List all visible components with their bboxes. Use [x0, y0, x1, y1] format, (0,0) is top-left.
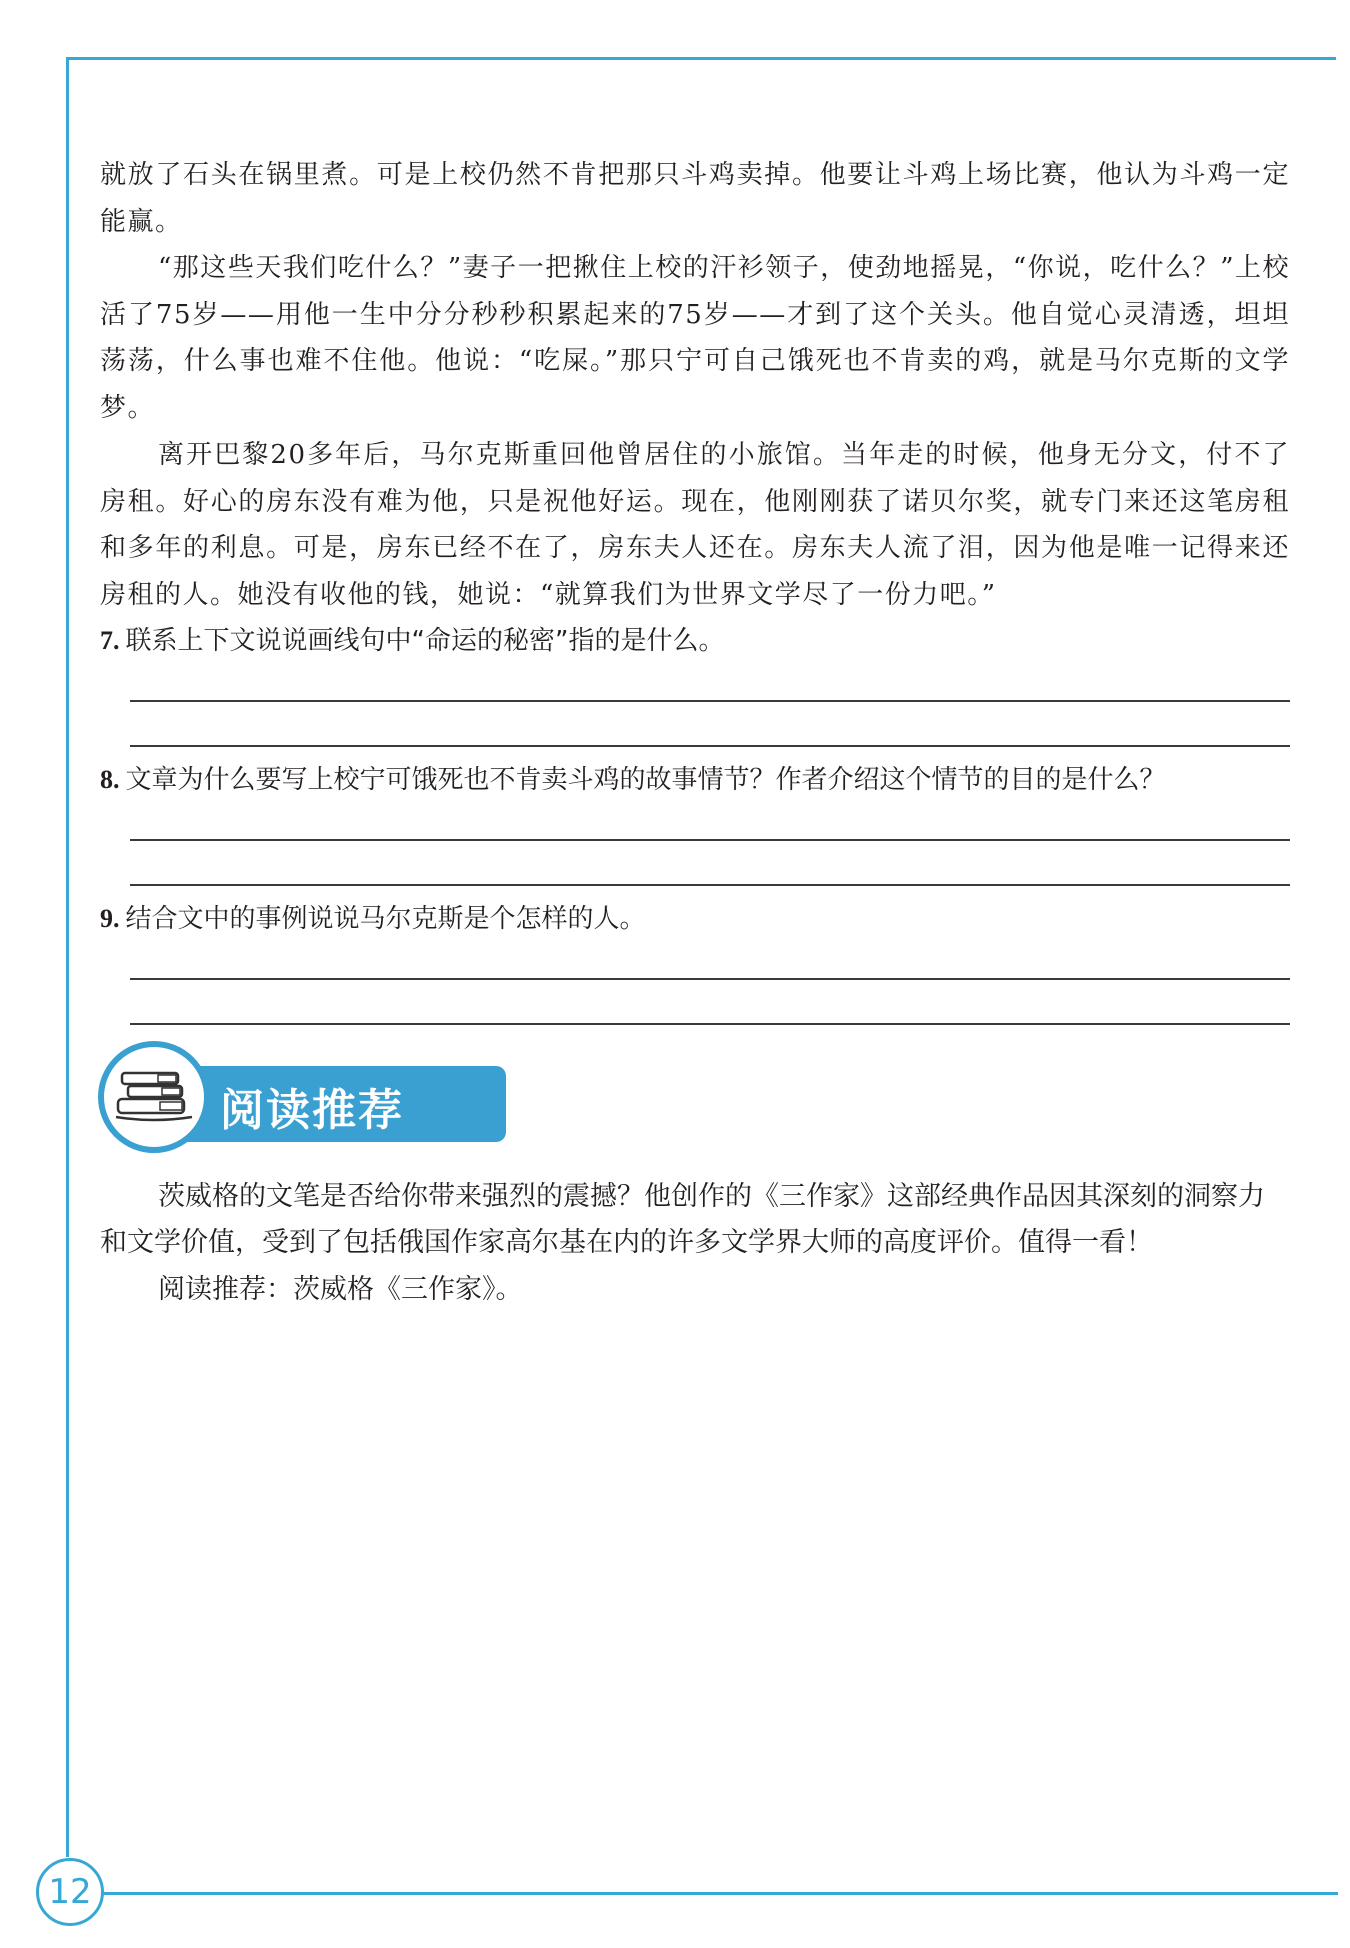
section-title: 阅读推荐	[220, 1085, 404, 1136]
answer-line[interactable]	[130, 884, 1290, 886]
passage-paragraph-3: 离开巴黎20多年后，马尔克斯重回他曾居住的小旅馆。当年走的时候，他身无分文，付不了房租。好心的房东没有难为他，只是祝他好运。现在，他刚刚获了诺贝尔奖，就专门来还这笔房租和多年的利息。可是，房东已经不在了，房东夫人还在。房东夫人流了泪，因为他是唯一记得来还房租的人。她没有收他的钱，她说：“就算我们为世界文学尽了一份力吧。”	[100, 440, 1290, 610]
bottom-border-line	[98, 1892, 1338, 1895]
top-border-line	[66, 57, 1336, 60]
answer-line[interactable]	[130, 839, 1290, 841]
question-8	[100, 760, 1300, 800]
question-number: 8.	[100, 765, 120, 794]
banner-icon-circle	[98, 1041, 210, 1153]
reading-recommendation-banner	[98, 1041, 418, 1153]
passage-paragraph-2: “那这些天我们吃什么？”妻子一把揪住上校的汗衫领子，使劲地摇晃，“你说，吃什么？”上校活了75岁——用他一生中分分秒秒积累起来的75岁——才到了这个关头。他自觉心灵清透，坦坦荡荡，什么事也难不住他。他说：“吃屎。”那只宁可自己饿死也不肯卖的鸡，就是马尔克斯的文学梦。	[100, 253, 1290, 423]
passage-paragraph-1: 就放了石头在锅里煮。可是上校仍然不肯把那只斗鸡卖掉。他要让斗鸡上场比赛，他认为斗鸡一定能赢。	[100, 160, 1290, 237]
recommendation-book: 阅读推荐：茨威格《三作家》。	[158, 1274, 523, 1305]
answer-line[interactable]	[130, 700, 1290, 702]
left-border-line	[66, 57, 69, 1857]
question-text: 结合文中的事例说说马尔克斯是个怎样的人。	[125, 904, 646, 934]
page-number: 12	[36, 1858, 104, 1926]
question-text: 联系上下文说说画线句中“命运的秘密”指的是什么。	[125, 626, 725, 656]
books-icon	[114, 1067, 194, 1127]
answer-line[interactable]	[130, 978, 1290, 980]
question-7	[100, 621, 1300, 661]
question-text: 文章为什么要写上校宁可饿死也不肯卖斗鸡的故事情节？作者介绍这个情节的目的是什么？	[125, 765, 1166, 795]
question-9	[100, 899, 1300, 939]
recommendation-text: 茨威格的文笔是否给你带来强烈的震撼？他创作的《三作家》这部经典作品因其深刻的洞察力和文学价值，受到了包括俄国作家高尔基在内的许多文学界大师的高度评价。值得一看！	[100, 1181, 1265, 1258]
question-number: 9.	[100, 904, 120, 933]
answer-line[interactable]	[130, 745, 1290, 747]
answer-line[interactable]	[130, 1023, 1290, 1025]
question-number: 7.	[100, 626, 120, 655]
